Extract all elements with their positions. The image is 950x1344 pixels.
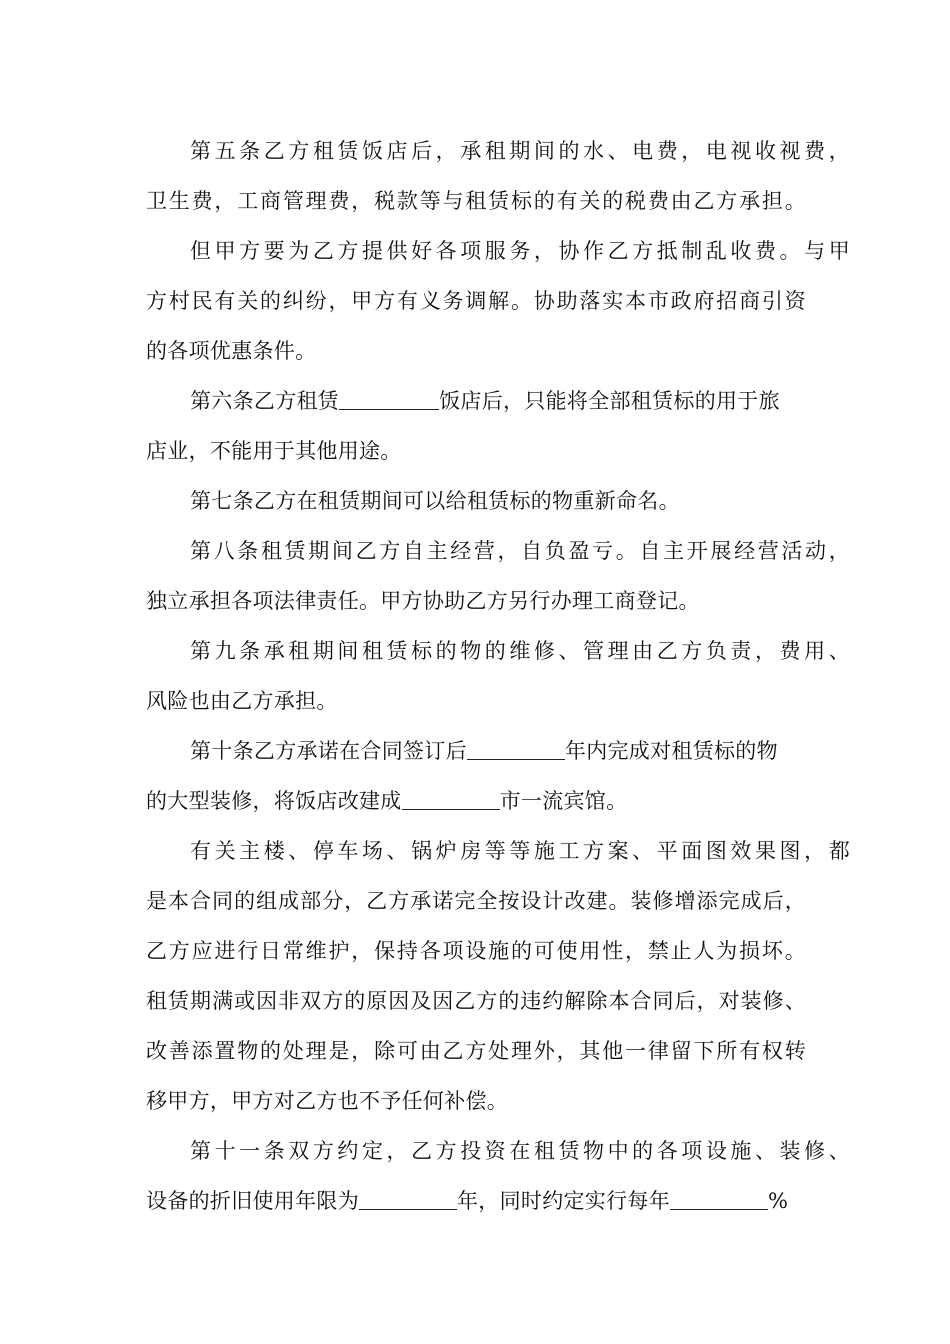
text-segment: 年内完成对租赁标的物 (564, 739, 778, 763)
text-line: 卫生费，工商管理费，税款等与租赁标的有关的税费由乙方承担。 (146, 189, 806, 213)
text-line: 第七条乙方在租赁期间可以给租赁标的物重新命名。 (190, 489, 680, 513)
text-line: 是本合同的组成部分，乙方承诺完全按设计改建。装修增添完成后， (146, 889, 806, 913)
text-segment: 第六条乙方租赁 (190, 389, 340, 413)
text-line: 第九条承租期间租赁标的物的维修、管理由乙方负责，费用、 (190, 639, 850, 663)
text-segment: 的大型装修，将饭店改建成 (146, 789, 402, 813)
text-line: 方村民有关的纠纷，甲方有义务调解。协助落实本市政府招商引资 (146, 289, 806, 313)
text-line: 有关主楼、停车场、锅炉房等等施工方案、平面图效果图，都 (190, 839, 850, 863)
text-line: 的各项优惠条件。 (146, 339, 317, 363)
fill-in-blank (467, 735, 565, 760)
text-segment: 设备的折旧使用年限为 (146, 1189, 359, 1213)
text-line (146, 1177, 806, 1225)
fill-in-blank (670, 1185, 768, 1210)
text-line (190, 727, 850, 775)
text-line: 乙方应进行日常维护，保持各项设施的可使用性，禁止人为损坏。 (146, 939, 806, 963)
text-line (146, 777, 806, 825)
text-line: 独立承担各项法律责任。甲方协助乙方另行办理工商登记。 (146, 589, 700, 613)
text-segment: 第十条乙方承诺在合同签订后 (190, 739, 467, 763)
text-line: 改善添置物的处理是，除可由乙方处理外，其他一律留下所有权转 (146, 1039, 806, 1063)
text-line: 店业，不能用于其他用途。 (146, 439, 402, 463)
text-segment: 市一流宾馆。 (499, 789, 628, 813)
text-line: 移甲方，甲方对乙方也不予任何补偿。 (146, 1089, 509, 1113)
text-line: 第五条乙方租赁饭店后，承租期间的水、电费，电视收视费， (190, 139, 850, 163)
text-segment: 饭店后，只能将全部租赁标的用于旅 (439, 389, 780, 413)
text-line (190, 377, 850, 425)
text-segment: 年，同时约定实行每年 (457, 1189, 670, 1213)
fill-in-blank (359, 1185, 457, 1210)
fill-in-blank (339, 385, 439, 410)
text-line: 第八条租赁期间乙方自主经营，自负盈亏。自主开展经营活动， (190, 539, 850, 563)
fill-in-blank (402, 785, 500, 810)
text-line: 但甲方要为乙方提供好各项服务，协作乙方抵制乱收费。与甲 (190, 239, 850, 263)
percent-sign: % (768, 1189, 789, 1213)
text-line: 风险也由乙方承担。 (146, 689, 338, 713)
text-line: 租赁期满或因非双方的原因及因乙方的违约解除本合同后，对装修、 (146, 989, 806, 1013)
text-line: 第十一条双方约定，乙方投资在租赁物中的各项设施、装修、 (190, 1139, 850, 1163)
